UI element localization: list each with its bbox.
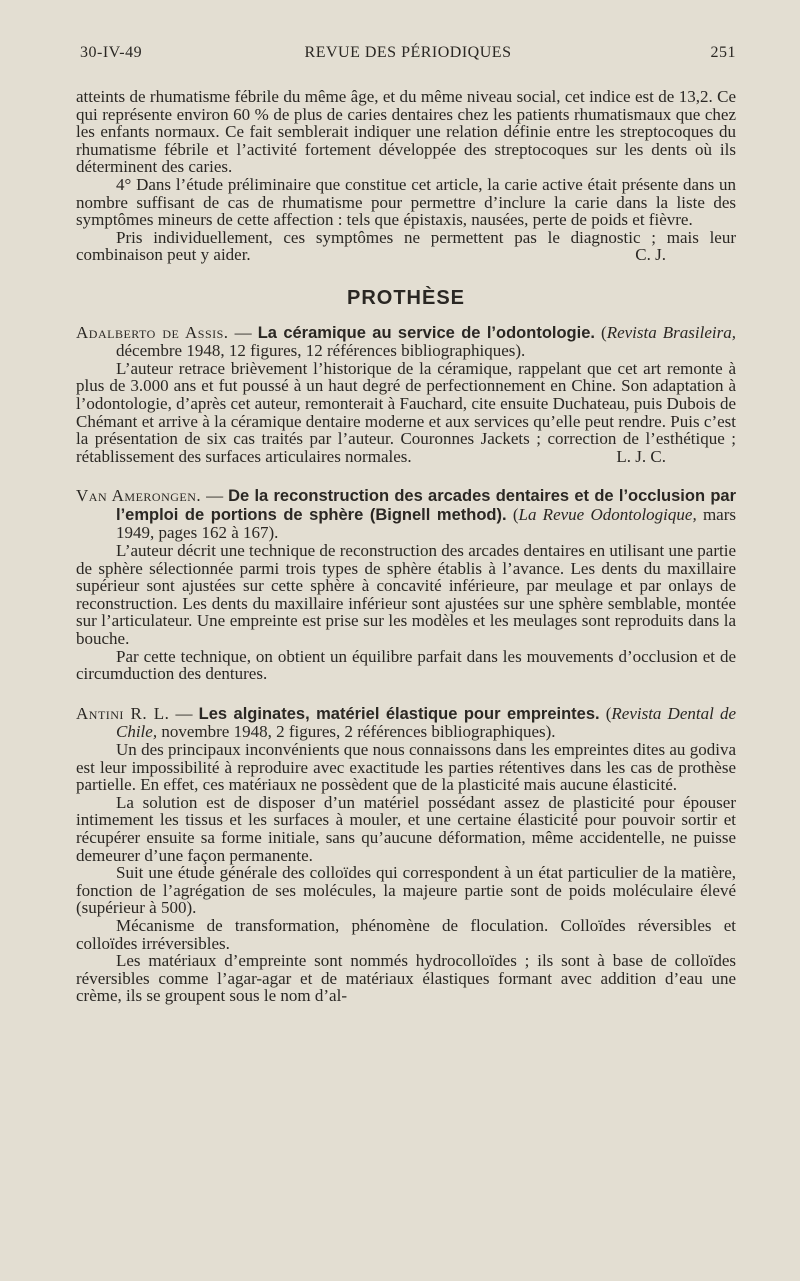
running-header xyxy=(80,44,736,68)
article-2-paragraph-1: L’auteur décrit une technique de reconstruction des arcades dentaires en utilisant une partie de sphère sélectionnée parmi trois types de sphère établis à l’avance. Les dents du maxillaire supérieur sont ajustées sur cette sphère à concavité inférieure, par meulage et par onlays de reconstruction. Les dents du maxillaire inférieur sont ajustées sur une sphère semblable, montée sur l’articulateur. Une empreinte est prise sur les modèles et les meulages sont reproduits dans la bouche. xyxy=(76,541,736,649)
article-2-author: Van Amerongen. xyxy=(76,486,202,506)
article-3-paren: ( xyxy=(599,703,612,723)
article-3-paragraph-5: Les matériaux d’empreinte sont nommés hydrocolloïdes ; ils sont à base de colloïdes réversibles comme l’agar-agar et de matériaux élastiques formant avec addition d’eau une crème, ils se groupent sous le nom d’al- xyxy=(76,951,736,1006)
intro-paragraph-1: atteints de rhumatisme fébrile du même âge, et du même niveau social, cet indice est de 13,2. Ce qui représente environ 60 % de plus de caries dentaires chez les patients rhumatismaux que chez les enfants normaux. Ce fait semblerait indiquer une relation définie entre les streptocoques du rhumatisme fébrile et l’activité fortement développée des streptocoques sur les dents où ils déterminent des caries. xyxy=(76,87,736,177)
article-3-details: novembre 1948, 2 figures, 2 références bibliographiques). xyxy=(157,722,556,742)
article-2-details: mars 1949, pages 162 à 167). xyxy=(116,504,736,543)
article-1-text: L’auteur retrace brièvement l’historique de la céramique, rappelant que cet art remonte à plus de 3.000 ans et fut poussé à un haut degré de perfectionnement en Chine. Son adaptation à l’odontologie, d’après cet auteur, remonterait à Fauchard, cite ensuite Duchateau, puis Dubois de Chémant et arrive à la céramique dentaire moderne et aux services qu’elle peut rendre. Puis c’est la présentation de six cas traités par l’auteur. Couronnes Jackets ; correction de l’esthétique ; rétablissement des surfaces articulaires normales. xyxy=(76,358,736,466)
intro-paragraph-2: 4° Dans l’étude préliminaire que constitue cet article, la carie active était présente dans un nombre suffisant de cas de rhumatisme pour permettre d’inclure la carie dans la liste des symptômes mineurs de cette affection : tels que épistaxis, nausées, perte de poids et fièvre. xyxy=(76,174,736,230)
article-2-citation xyxy=(76,487,736,542)
article-3-author: Antini R. L. xyxy=(76,703,170,723)
article-2-paren: ( xyxy=(506,504,519,524)
article-1-citation xyxy=(76,324,736,360)
header-title: REVUE DES PÉRIODIQUES xyxy=(304,44,512,61)
article-2-journal: La Revue Odontologique, xyxy=(518,504,697,524)
article-1-title: La céramique au service de l’odontologie. xyxy=(257,323,595,342)
article-1-details: décembre 1948, 12 figures, 12 références bibliographiques). xyxy=(116,341,526,361)
header-date: 30-IV-49 xyxy=(80,44,143,61)
intro-paragraph-3-text: Pris individuellement, ces symptômes ne permettent pas le diagnostic ; mais leur combinaison peut y aider. xyxy=(76,227,736,265)
intro-signature: C. J. xyxy=(635,245,666,265)
article-2-title: De la reconstruction des arcades dentaires et de l’occlusion par l’emploi de portions de sphère (Bignell method). xyxy=(116,487,737,524)
page-number: 251 xyxy=(710,44,736,61)
article-1-journal: Revista Brasileira, xyxy=(606,322,736,342)
article-3-journal: Revista Dental de Chile, xyxy=(116,703,736,742)
article-3-paragraph-4: Mécanisme de transformation, phénomène de floculation. Colloïdes réversibles et colloïdes irréversibles. xyxy=(76,915,736,953)
article-1-author: Adalberto de Assis. xyxy=(76,322,229,342)
article-3-paragraph-1: Un des principaux inconvénients que nous connaissons dans les empreintes dites au godiva est leur impossibilité à reproduire avec exactitude les parties rétentives dans les cas de prothèse partielle. En effet, ces matériaux ne possèdent que de la plasticité mais aucune élasticité. xyxy=(76,740,736,795)
article-3-paragraph-3: Suit une étude générale des colloïdes qui correspondent à un état particulier de la matière, fonction de l’agrégation de ses molécules, la majeure partie sont de poids moléculaire élevé (supérieur à 500). xyxy=(76,863,736,918)
article-1-signature: L. J. C. xyxy=(616,446,666,466)
page-body xyxy=(76,88,736,1005)
article-3-dash: — xyxy=(169,703,199,723)
article-1-dash: — xyxy=(228,322,258,342)
article-3-paragraph-2: La solution est de disposer d’un matériel possédant assez de plasticité pour épouser intimement les tissus et les surfaces à mouler, et une certaine élasticité pour pouvoir sortir et récupérer ensuite sa forme initiale, sans qu’aucune déformation, même accidentelle, ne puisse demeurer d’une façon permanente. xyxy=(76,792,736,865)
article-2-dash: — xyxy=(201,486,229,506)
article-1-paren: ( xyxy=(594,322,607,342)
intro-paragraph-3 xyxy=(76,229,736,264)
article-1-paragraph-1 xyxy=(76,360,736,466)
section-title: PROTHÈSE xyxy=(346,286,466,309)
article-2-paragraph-2: Par cette technique, on obtient un équilibre parfait dans les mouvements d’occlusion et de circumduction des dentures. xyxy=(76,646,736,684)
article-3-title: Les alginates, matériel élastique pour empreintes. xyxy=(198,704,600,723)
article-3-citation xyxy=(76,705,736,741)
